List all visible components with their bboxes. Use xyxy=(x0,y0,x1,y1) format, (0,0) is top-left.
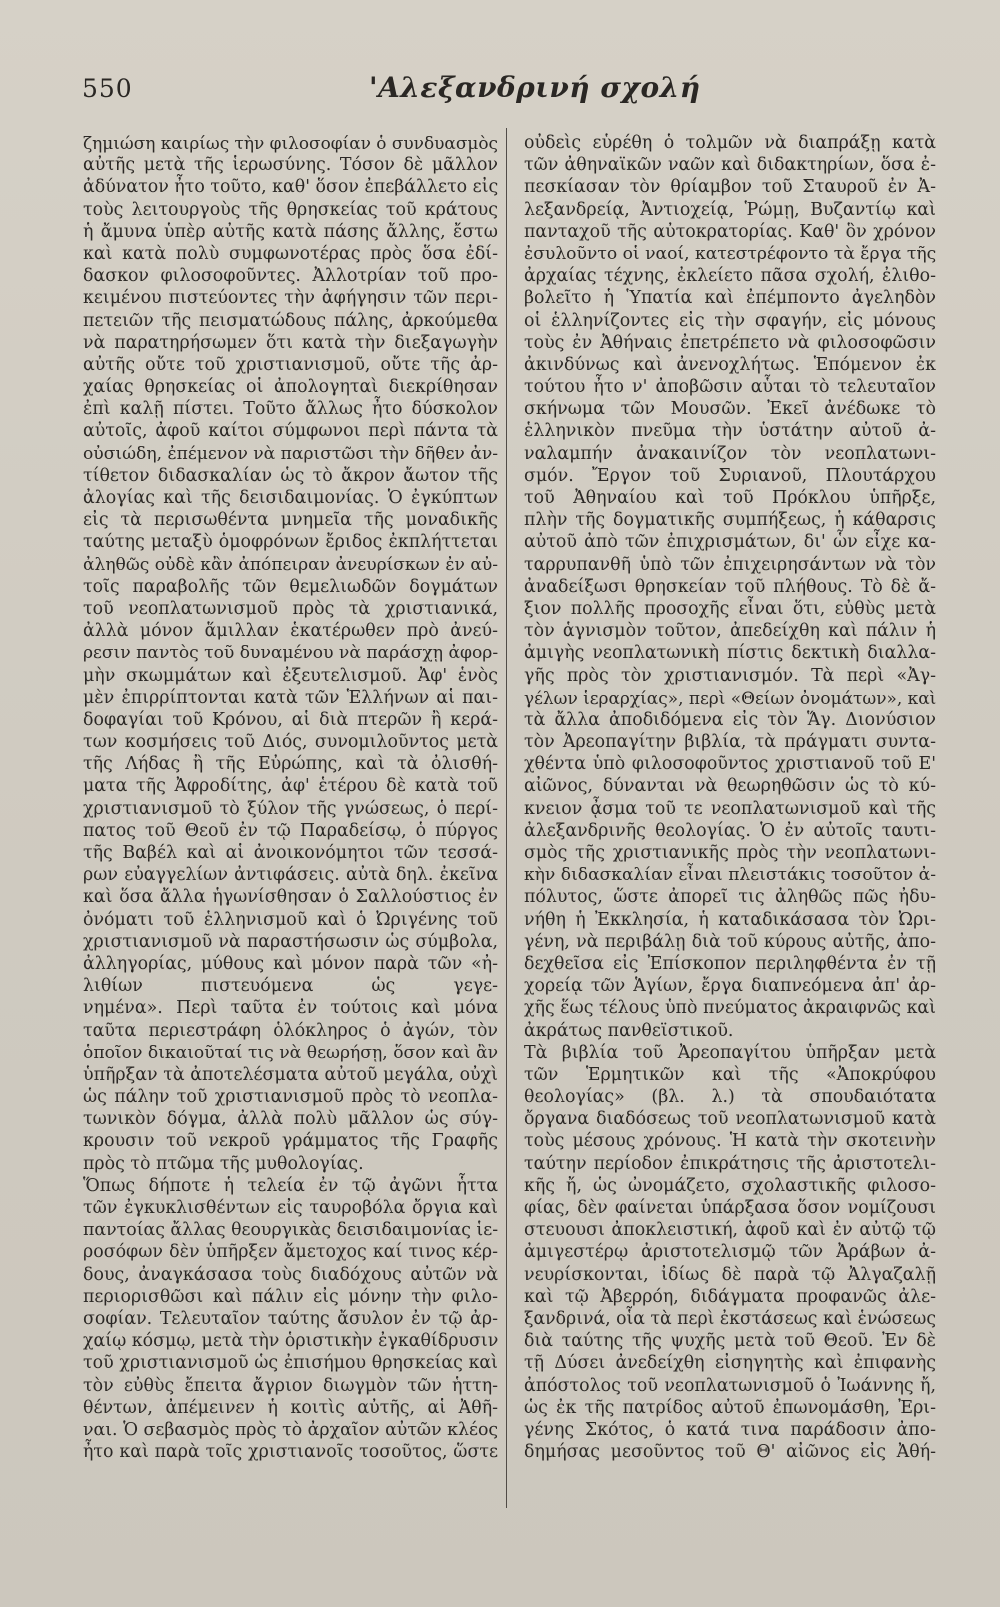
text-line: ἀλλὰ μόνον ἅμιλλαν ἑκατέρωθεν πρὸ ἀνεύ- xyxy=(83,621,498,642)
text-line: οὐσιώδη, ἐπέμενον νὰ παριστῶσι τὴν δῆθεν ἀν- xyxy=(83,443,499,464)
text-line: νὰ παρατηρήσωμεν ὅτι κατὰ τὴν διεξαγωγὴν xyxy=(83,332,498,353)
text-line: τούτου ἦτο ν' ἀποβῶσιν αὗται τὸ τελευταῖον xyxy=(524,377,936,398)
text-line: στευουσι ἀποκλειστική, ἀφοῦ καὶ ἐν αὐτῷ τῷ xyxy=(524,1220,936,1241)
text-line: θέντων, ἀπέμεινεν ἡ κοιτὶς αὐτῆς, αἱ Ἀθῆ- xyxy=(83,1397,498,1418)
text-line: πόλυτος, ὥστε ἀπορεῖ τις ἀληθῶς πῶς ἠδυ- xyxy=(524,887,936,908)
text-line: αὐτῆς οὔτε τοῦ χριστιανισμοῦ, οὔτε τῆς ἀρ- xyxy=(83,354,498,375)
text-column-left xyxy=(83,132,498,1463)
text-line: ἀμιγεστέρῳ ἀριστοτελισμῷ τῶν Ἀράβων ἀ- xyxy=(524,1242,936,1263)
text-line: ἀμιγὴς νεοπλατωνικὴ πίστις δεκτικὴ διαλλα- xyxy=(524,643,936,664)
text-line: τοῖς παραβολῆς τῶν θεμελιωδῶν δογμάτων xyxy=(83,576,498,597)
text-line: Τὰ βιβλία τοῦ Ἀρεοπαγίτου ὑπῆρξαν μετὰ xyxy=(524,1042,936,1063)
text-line: ρεσιν παντὸς τοῦ δυναμένου νὰ παράσχῃ ἀφορ- xyxy=(83,643,499,664)
text-line: τῶν ἀθηναϊκῶν ναῶν καὶ διδακτηρίων, ὅσα ἐ- xyxy=(524,155,936,176)
text-line: εἰς τὰ περισωθέντα μνημεῖα τῆς μοναδικῆς xyxy=(83,510,498,531)
text-line: χορείᾳ τῶν Ἁγίων, ἔργα διαπνεόμενα ἀπ' ἀρ- xyxy=(524,976,936,997)
text-line: ἀκινδύνως καὶ ἀνενοχλήτως. Ἑπόμενον ἐκ xyxy=(524,354,936,375)
text-line: αἰῶνος, δύνανται νὰ θεωρηθῶσιν ὡς τὸ κύ- xyxy=(524,776,936,797)
text-line: μὲν ἐπιρρίπτονται κατὰ τῶν Ἑλλήνων αἱ παι- xyxy=(83,687,498,708)
text-line: ὁποῖον δικαιοῦταί τις νὰ θεωρήσῃ, ὅσον καὶ ἂν xyxy=(83,1042,498,1063)
text-line: τῆς Λήδας ἢ τῆς Εὐρώπης, καὶ τὰ ὀλισθή- xyxy=(83,754,498,775)
page-number: 550 xyxy=(82,74,133,103)
text-line: αὐτοῦ ἀπὸ τῶν ἐπιχρισμάτων, δι' ὧν εἶχε κα- xyxy=(524,532,936,553)
text-line: των κοσμήσεις τοῦ Διός, συνομιλοῦντος μετὰ xyxy=(83,732,498,753)
text-line: ἀδύνατον ἦτο τοῦτο, καθ' ὅσον ἐπεβάλλετο εἰς xyxy=(83,177,499,198)
text-line: τὸν εὐθὺς ἔπειτα ἄγριον διωγμὸν τῶν ἡττη- xyxy=(83,1375,498,1396)
text-line: τοῦ χριστιανισμοῦ ὡς ἐπισήμου θρησκείας καὶ xyxy=(83,1353,498,1374)
text-line: χριστιανισμοῦ τὸ ξύλον τῆς γνώσεως, ὁ περί- xyxy=(83,798,498,819)
text-line: μὴν σκωμμάτων καὶ ἐξευτελισμοῦ. Ἀφ' ἑνὸς xyxy=(83,665,498,686)
text-line: ταύτην περίοδον ἐπικράτησις τῆς ἀριστοτελι- xyxy=(524,1153,936,1174)
text-line: Ὅπως δήποτε ἡ τελεία ἐν τῷ ἀγῶνι ἧττα xyxy=(83,1175,498,1196)
text-line: ἀκράτως πανθεϊστικοῦ. xyxy=(524,1020,734,1041)
text-line: περιορισθῶσι καὶ πάλιν εἰς μόνην τὴν φιλο- xyxy=(83,1286,498,1307)
text-line: λεξανδρείᾳ, Ἀντιοχείᾳ, Ῥώμῃ, Βυζαντίῳ καὶ xyxy=(524,199,936,220)
text-line: οἱ ἑλληνίζοντες εἰς τὴν σφαγήν, εἰς μόνους xyxy=(524,310,936,331)
text-line: ἐπὶ καλῇ πίστει. Τοῦτο ἄλλως ἦτο δύσκολον xyxy=(83,399,498,420)
text-line: δους, ἀναγκάσασα τοὺς διαδόχους αὐτῶν νὰ xyxy=(83,1264,498,1285)
text-line: χθέντα ὑπὸ φιλοσοφοῦντος χριστιανοῦ τοῦ Ε' xyxy=(524,754,936,775)
text-line: φίας, δὲν φαίνεται ὑπάρξασα ὅσον νομίζουσι xyxy=(524,1198,936,1218)
text-line: κνειον ᾆσμα τοῦ τε νεοπλατωνισμοῦ καὶ τῆς xyxy=(524,798,936,819)
text-line: τοὺς ἐν Ἀθήναις ἐπετρέπετο νὰ φιλοσοφῶσιν xyxy=(524,332,936,353)
text-line: καὶ ὅσα ἄλλα ἡγωνίσθησαν ὁ Σαλλούστιος ἐν xyxy=(83,887,498,908)
text-line: χῆς ἕως τέλους ὑπὸ πνεύματος ἀκραιφνῶς καὶ xyxy=(524,998,936,1019)
text-line: ἦτο καὶ παρὰ τοῖς χριστιανοῖς τοσοῦτος, ὥστε xyxy=(83,1442,498,1463)
text-line: ταῦτα περιεστράφη ὁλόκληρος ὁ ἀγών, τὸν xyxy=(83,1020,498,1041)
text-column-right xyxy=(524,132,936,1463)
text-line: ἑλληνικὸν πνεῦμα τὴν ὑστάτην αὐτοῦ ἀ- xyxy=(524,421,936,442)
text-line: ταρρυπανθῆ ὑπὸ τῶν ἐπιχειρησάντων νὰ τὸν xyxy=(524,554,936,575)
text-line: ζημιώση καιρίως τὴν φιλοσοφίαν ὁ συνδυασμὸς xyxy=(83,133,498,153)
text-line: τῶν ἐγκυκλισθέντων εἰς ταυροβόλα ὄργια καὶ xyxy=(83,1198,498,1218)
text-line: ἀλογίας καὶ τῆς δεισιδαιμονίας. Ὁ ἐγκύπτων xyxy=(83,488,498,508)
text-line: ὡς ἐκ τῆς πατρίδος αὐτοῦ ἐπωνομάσθη, Ἐρι- xyxy=(524,1397,936,1418)
text-line: ἐσυλοῦντο οἱ ναοί, κατεστρέφοντο τὰ ἔργα τῆς xyxy=(524,243,937,264)
text-line: νευρίσκονται, ἰδίως δὲ παρὰ τῷ Ἀλγαζαλῇ xyxy=(524,1264,936,1285)
text-line: σμόν. Ἔργον τοῦ Συριανοῦ, Πλουτάρχου xyxy=(524,465,936,486)
text-line: πεσκίασαν τὸν θρίαμβον τοῦ Σταυροῦ ἐν Ἀ- xyxy=(524,177,936,198)
text-line: κειμένου πιστεύοντες τὴν ἀφήγησιν τῶν περι- xyxy=(83,288,498,309)
text-line: δημήσας μεσοῦντος τοῦ Θ' αἰῶνος εἰς Ἀθή- xyxy=(524,1442,936,1463)
text-line: χαίῳ κόσμῳ, μετὰ τὴν ὁριστικὴν ἐγκαθίδρυσιν xyxy=(83,1331,499,1352)
text-line: πρὸς τὸ πτῶμα τῆς μυθολογίας. xyxy=(83,1153,364,1174)
text-line: πανταχοῦ τῆς αὐτοκρατορίας. Καθ' ὃν χρόνον xyxy=(524,221,936,242)
text-line: σκήνωμα τῶν Μουσῶν. Ἐκεῖ ἀνέδωκε τὸ xyxy=(524,399,936,420)
text-line: καὶ κατὰ πολὺ συμφωνοτέρας πρὸς ὅσα ἐδί- xyxy=(83,243,498,264)
text-line: βολεῖτο ἡ Ὑπατία καὶ ἐπέμποντο ἀγεληδὸν xyxy=(524,288,936,309)
text-line: παντοίας ἄλλας θεουργικὰς δεισιδαιμονίας ἱε- xyxy=(83,1220,499,1241)
text-line: τοῦ νεοπλατωνισμοῦ πρὸς τὰ χριστιανικά, xyxy=(83,598,498,619)
text-line: χριστιανισμοῦ νὰ παραστήσωσιν ὡς σύμβολα, xyxy=(83,931,498,952)
text-line: κὴν διδασκαλίαν εἶναι πλειστάκις τοσοῦτον ἀ- xyxy=(524,865,936,886)
text-line: ροσόφων δὲν ὑπῆρξεν ἄμετοχος καί τινος κέρ- xyxy=(83,1242,498,1263)
text-line: ἀληθῶς οὐδὲ κἂν ἀπόπειραν ἀνευρίσκων ἐν αὐ- xyxy=(83,554,498,575)
text-line: ὀνόματι τοῦ ἑλληνισμοῦ καὶ ὁ Ὠριγένης τοῦ xyxy=(83,909,498,930)
text-line: κρουσιν τοῦ νεκροῦ γράμματος τῆς Γραφῆς xyxy=(83,1131,498,1152)
text-line: πετειῶν τῆς πεισματώδους πάλης, ἀρκούμεθα xyxy=(83,310,498,331)
text-line: τὰ ἄλλα ἀποδιδόμενα εἰς τὸν Ἅγ. Διονύσιον xyxy=(524,709,936,730)
text-line: ὄργανα διαδόσεως τοῦ νεοπλατωνισμοῦ κατὰ xyxy=(524,1109,936,1130)
text-line: γένη, νὰ περιβάλῃ διὰ τοῦ κύρους αὐτῆς, ἀπο- xyxy=(524,931,936,952)
text-line: καὶ τῷ Ἀβερρόη, διδάγματα προφανῶς ἀλε- xyxy=(524,1286,936,1307)
page-header xyxy=(82,71,940,114)
text-line: ἀλληγορίας, μύθους καὶ μόνον παρὰ τῶν «ἠ- xyxy=(83,953,498,974)
text-line: πλὴν τῆς δογματικῆς συμπήξεως, ἡ κάθαρσις xyxy=(524,510,936,531)
text-line: αὐτοῖς, ἀφοῦ καίτοι σύμφωνοι περὶ πάντα τὰ xyxy=(83,421,498,442)
text-line: δασκον φιλοσοφοῦντες. Ἀλλοτρίαν τοῦ προ- xyxy=(83,266,498,287)
text-line: τῆς Βαβέλ καὶ αἱ ἀνοικονόμητοι τῶν τεσσά- xyxy=(83,843,498,863)
text-line: ὡς πάλην τοῦ χριστιανισμοῦ πρὸς τὸ νεοπλα- xyxy=(83,1087,498,1108)
text-line: ναλαμπήν ἀνακαινίζον τὸν νεοπλατωνι- xyxy=(524,443,936,464)
text-line: πατος τοῦ Θεοῦ ἐν τῷ Παραδείσῳ, ὁ πύργος xyxy=(83,820,498,841)
text-line: τοὺς μέσους χρόνους. Ἡ κατὰ τὴν σκοτεινὴν xyxy=(524,1131,936,1152)
text-line: ἡ ἄμυνα ὑπὲρ αὐτῆς κατὰ πάσης ἄλλης, ἔστω xyxy=(83,221,498,242)
text-line: δεχθεῖσα εἰς Ἐπίσκοπον περιληφθέντα ἐν τῇ xyxy=(524,953,936,974)
running-head: 'Αλεξανδρινή σχολή xyxy=(369,71,701,104)
text-line: χαίας θρησκείας οἱ ἀπολογηταὶ διεκρίθησαν xyxy=(83,377,498,398)
text-line: δοφαγίαι τοῦ Κρόνου, αἱ διὰ πτερῶν ἢ κερά- xyxy=(83,709,498,730)
text-line: ταύτης μεταξὺ ὁμοφρόνων ἔριδος ἐκπλήττεται xyxy=(83,532,498,553)
text-line: σμὸς τῆς χριστιανικῆς πρὸς τὴν νεοπλατωνι- xyxy=(524,843,936,863)
text-line: λιθίων πιστευόμενα ὡς γεγε- xyxy=(83,976,498,997)
text-line: ξανδρινά, οἷα τὰ περὶ ἐκστάσεως καὶ ἑνώσεως xyxy=(524,1308,936,1329)
text-line: ἀναδείξωσι θρησκείαν τοῦ πλήθους. Τὸ δὲ ἄ- xyxy=(524,576,936,597)
text-line: τοῦ Ἀθηναίου καὶ τοῦ Πρόκλου ὑπῆρξε, xyxy=(524,488,936,508)
text-line: τὸν ἁγνισμὸν τοῦτον, ἀπεδείχθη καὶ πάλιν ἡ xyxy=(524,621,936,642)
text-line: ξιον πολλῆς προσοχῆς εἶναι ὅτι, εὐθὺς μετὰ xyxy=(524,598,936,619)
text-line: ρων εὐαγγελίων ἀντιφάσεις. αὐτὰ δηλ. ἐκεῖνα xyxy=(83,865,498,886)
column-divider xyxy=(506,128,507,1508)
text-line: διὰ ταύτης τῆς ψυχῆς μετὰ τοῦ Θεοῦ. Ἐν δὲ xyxy=(524,1331,936,1352)
text-line: οὐδεὶς εὑρέθη ὁ τολμῶν νὰ διαπράξῃ κατὰ xyxy=(524,133,936,153)
text-line: ἀπόστολος τοῦ νεοπλατωνισμοῦ ὁ Ἰωάννης ἤ, xyxy=(524,1375,936,1396)
text-line: τῇ Δύσει ἀνεδείχθη εἰσηγητὴς καὶ ἐπιφανὴς xyxy=(524,1353,936,1374)
text-line: γῆς πρὸς τὸν χριστιανισμόν. Τὰ περὶ «Ἀγ- xyxy=(524,665,936,686)
text-line: θεολογίας» (βλ. λ.) τὰ σπουδαιότατα xyxy=(524,1087,936,1108)
text-line: ναι. Ὁ σεβασμὸς πρὸς τὸ ἀρχαῖον αὐτῶν κλέος xyxy=(83,1419,499,1440)
text-line: ἀρχαίας τέχνης, ἐκλείετο πᾶσα σχολή, ἐλιθο- xyxy=(524,266,936,287)
text-line: νημένα». Περὶ ταῦτα ἐν τούτοις καὶ μόνα xyxy=(83,998,498,1019)
text-line: τοὺς λειτουργοὺς τῆς θρησκείας τοῦ κράτους xyxy=(83,199,498,220)
text-line: τωνικὸν δόγμα, ἀλλὰ πολὺ μᾶλλον ὡς σύγ- xyxy=(83,1109,498,1130)
text-line: σοφίαν. Τελευταῖον ταύτης ἄσυλον ἐν τῷ ἀρ- xyxy=(83,1308,498,1329)
text-line: νήθη ἡ Ἐκκλησία, ἡ καταδικάσασα τὸν Ὠρι- xyxy=(524,909,936,930)
text-line: τίθετον διδασκαλίαν ὡς τὸ ἄκρον ἄωτον τῆς xyxy=(83,465,498,486)
text-line: γέλων ἱεραρχίας», περὶ «Θείων ὀνομάτων», καὶ xyxy=(524,687,937,708)
text-line: γένης Σκότος, ὁ κατά τινα παράδοσιν ἀπο- xyxy=(524,1419,936,1440)
text-line: ὑπῆρξαν τὰ ἀποτελέσματα αὐτοῦ μεγάλα, οὐχὶ xyxy=(83,1064,498,1085)
text-line: ἀλεξανδρινῆς θεολογίας. Ὁ ἐν αὐτοῖς ταυτι- xyxy=(524,820,936,841)
text-line: τῶν Ἑρμητικῶν καὶ τῆς «Ἀποκρύφου xyxy=(524,1064,936,1085)
text-line: κῆς ἤ, ὡς ὠνομάζετο, σχολαστικῆς φιλοσο- xyxy=(524,1175,936,1196)
text-line: τὸν Ἀρεοπαγίτην βιβλία, τὰ πράγματι συντα- xyxy=(524,732,936,753)
text-line: ματα τῆς Ἀφροδίτης, ἀφ' ἑτέρου δὲ κατὰ τοῦ xyxy=(83,776,498,797)
text-line: αὐτῆς μετὰ τῆς ἱερωσύνης. Τόσον δὲ μᾶλλον xyxy=(83,155,498,176)
